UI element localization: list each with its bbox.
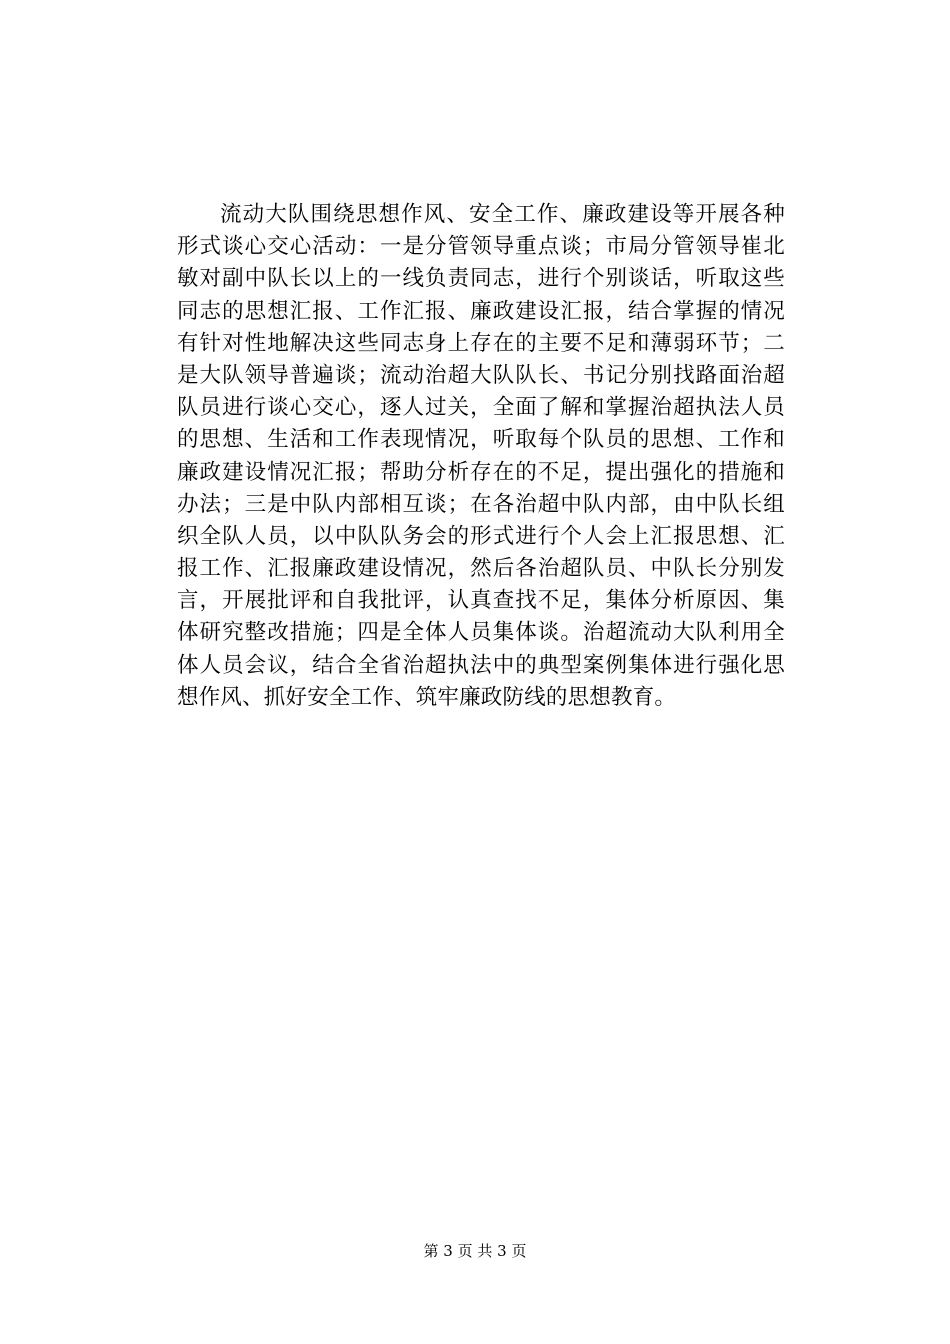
paragraph-line: 的思想、生活和工作表现情况，听取每个队员的思想、工作和 (177, 427, 785, 453)
paragraph-line: 形式谈心交心活动：一是分管领导重点谈；市局分管领导崔北 (177, 234, 785, 260)
paragraph-line: 报工作、汇报廉政建设情况，然后各治超队员、中队长分别发 (177, 556, 785, 582)
paragraph-line: 织全队人员，以中队队务会的形式进行个人会上汇报思想、汇 (177, 523, 785, 549)
paragraph-line: 敏对副中队长以上的一线负责同志，进行个别谈话，听取这些 (177, 266, 785, 292)
page-number-label: 第 3 页 共 3 页 (423, 1242, 527, 1260)
paragraph-line: 办法；三是中队内部相互谈；在各治超中队内部，由中队长组 (177, 491, 785, 517)
paragraph-line: 有针对性地解决这些同志身上存在的主要不足和薄弱环节；二 (177, 330, 785, 356)
page-footer (0, 1241, 950, 1261)
paragraph-line: 流动大队围绕思想作风、安全工作、廉政建设等开展各种 (220, 202, 785, 227)
paragraph-line: 体研究整改措施；四是全体人员集体谈。治超流动大队利用全 (177, 620, 785, 646)
paragraph-line: 队员进行谈心交心，逐人过关，全面了解和掌握治超执法人员 (177, 395, 785, 421)
paragraph-line: 体人员会议，结合全省治超执法中的典型案例集体进行强化思 (177, 652, 785, 678)
body-paragraph (177, 199, 785, 714)
paragraph-line: 同志的思想汇报、工作汇报、廉政建设汇报，结合掌握的情况 (177, 298, 785, 324)
paragraph-line: 廉政建设情况汇报；帮助分析存在的不足，提出强化的措施和 (177, 459, 785, 485)
paragraph-line: 是大队领导普遍谈；流动治超大队队长、书记分别找路面治超 (177, 362, 785, 388)
paragraph-line: 言，开展批评和自我批评，认真查找不足，集体分析原因、集 (177, 588, 785, 614)
paragraph-line-last: 想作风、抓好安全工作、筑牢廉政防线的思想教育。 (177, 684, 677, 710)
